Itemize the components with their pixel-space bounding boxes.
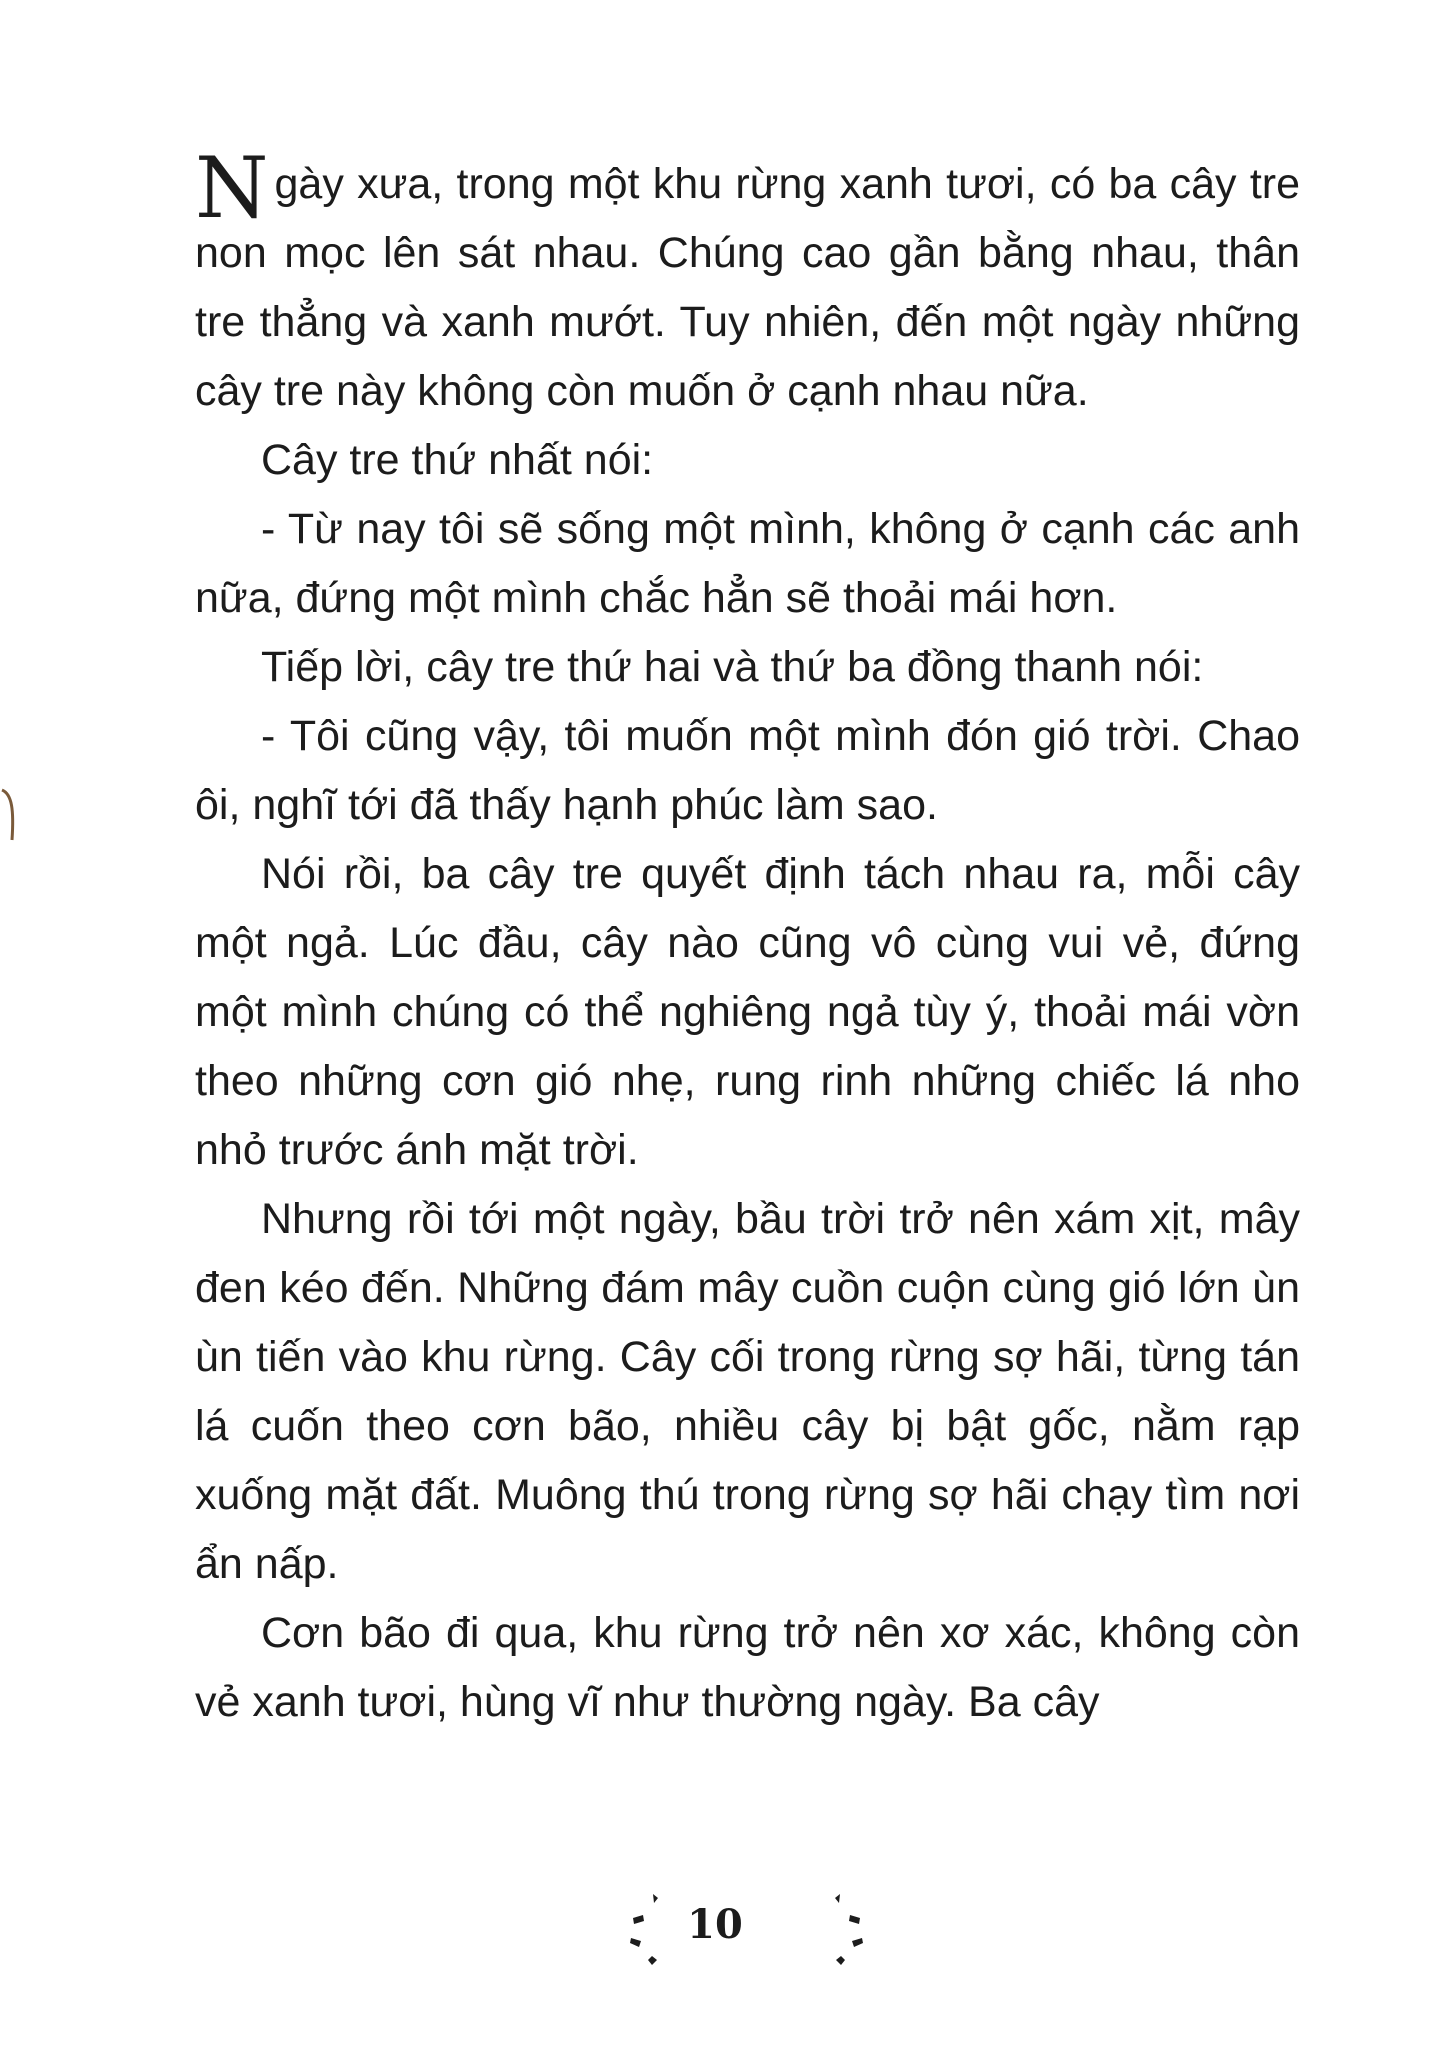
paragraph: - Tôi cũng vậy, tôi muốn một mình đón gió trời. Chao ôi, nghĩ tới đã thấy hạnh phúc làm sao. xyxy=(195,712,1300,829)
paragraph: Nói rồi, ba cây tre quyết định tách nhau ra, mỗi cây một ngả. Lúc đầu, cây nào cũng vô cùng vui vẻ, đứng một mình chúng có thể nghiêng ngả tùy ý, thoải mái vờn theo những cơn gió nhẹ, rung rinh những chiếc lá nho nhỏ trước ánh mặt trời. xyxy=(195,850,1300,1174)
paragraph: - Từ nay tôi sẽ sống một mình, không ở cạnh các anh nữa, đứng một mình chắc hẳn sẽ thoải mái hơn. xyxy=(195,505,1300,622)
story-text xyxy=(195,139,1300,1737)
paragraph: Cơn bão đi qua, khu rừng trở nên xơ xác, không còn vẻ xanh tươi, hùng vĩ như thường ngày. Ba cây xyxy=(195,1609,1300,1726)
paragraph: Cây tre thứ nhất nói: xyxy=(261,436,654,484)
page-edge-mark xyxy=(0,780,20,850)
right-ornament-icon xyxy=(818,1890,878,1970)
paragraph: Nhưng rồi tới một ngày, bầu trời trở nên xám xịt, mây đen kéo đến. Những đám mây cuồn cuộn cùng gió lớn ùn ùn tiến vào khu rừng. Cây cối trong rừng sợ hãi, từng tán lá cuốn theo cơn bão, nhiều cây bị bật gốc, nằm rạp xuống mặt đất. Muông thú trong rừng sợ hãi chạy tìm nơi ẩn nấp. xyxy=(195,1195,1300,1588)
opening-paragraph-text: gày xưa, trong một khu rừng xanh tươi, có ba cây tre non mọc lên sát nhau. Chúng cao gần bằng nhau, thân tre thẳng và xanh mướt. Tuy nhiên, đến một ngày những cây tre này không còn muốn ở cạnh nhau nữa. xyxy=(195,160,1300,415)
paragraph: Tiếp lời, cây tre thứ hai và thứ ba đồng thanh nói: xyxy=(261,643,1204,691)
opening-paragraph xyxy=(195,139,1300,426)
drop-cap: N xyxy=(195,139,269,237)
page-footer xyxy=(0,1890,1430,1970)
left-ornament-icon xyxy=(615,1890,675,1970)
page-number: 10 xyxy=(687,1901,743,1948)
